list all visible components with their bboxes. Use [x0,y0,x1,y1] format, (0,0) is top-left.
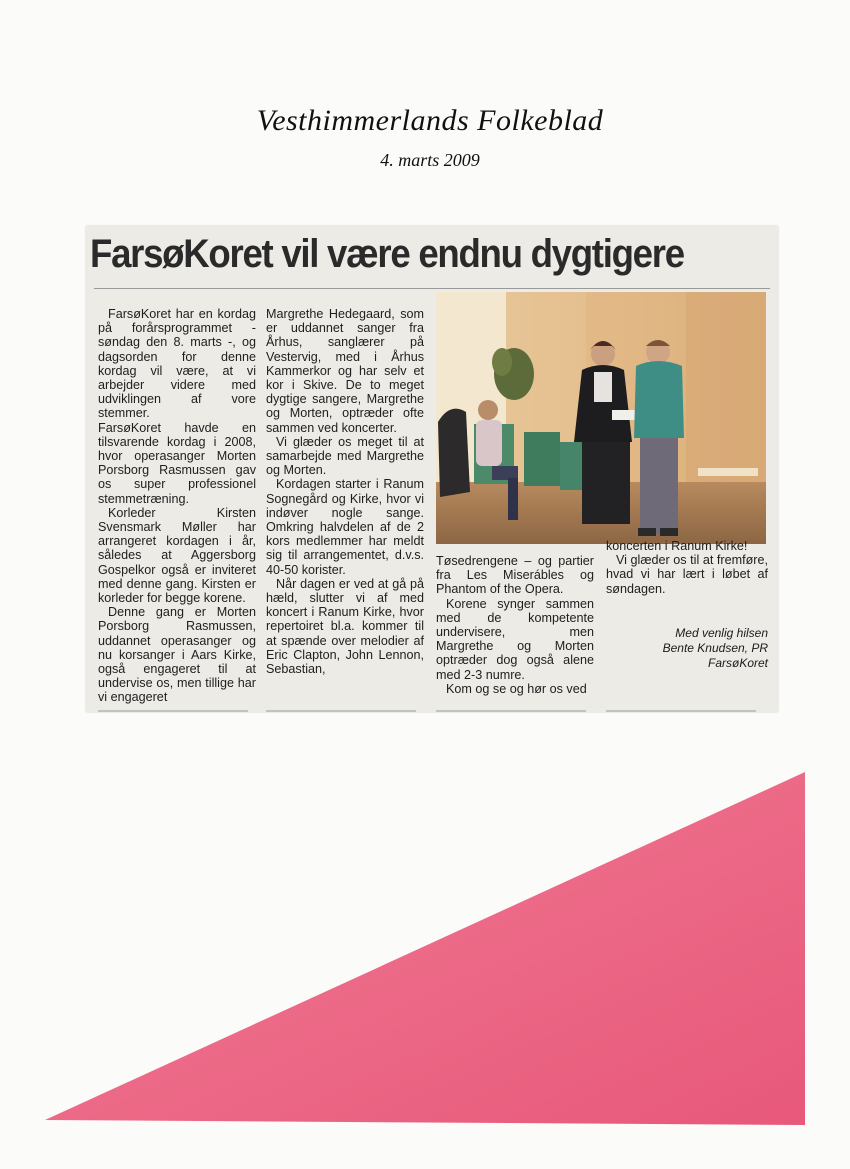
article-paragraph: FarsøKoret har en kordag på forårsprogrammet - søndag den 8. marts -, og dagsorden for denne kordag vil være, at vi arbejder videre med udviklingen af vore stemmer. [98,307,256,421]
publication-date: 4. marts 2009 [380,150,480,170]
article-paragraph: koncerten i Ranum Kirke! [606,539,748,553]
signoff-greeting: Med venlig hilsen [675,626,768,640]
article-paragraph: Vi glæder os til at fremføre, hvad vi har lært i løbet af søndagen. [606,553,768,596]
newspaper-masthead: Vesthimmerlands Folkeblad [256,104,604,137]
article-paragraph: Vi glæder os meget til at samarbejde med Margrethe og Morten. [266,434,424,478]
article-paragraph: Denne gang er Morten Porsborg Rasmussen, uddannet operasanger og nu korsanger i Aars Kirke, også engageret til at undervise os, men tillige har vi engageret [98,605,256,705]
article-headline: FarsøKoret vil være endnu dygtigere [90,232,684,276]
article-paragraph: Korene synger sammen med de kompetente undervisere, men Margrethe og Morten optræder dog også alene med 2-3 numre. [436,596,594,682]
article-paragraph: Tøsedrengene – og partier fra Les Miserábles og Phantom of the Opera. [436,554,594,597]
article-paragraph: Kordagen starter i Ranum Sognegård og Kirke, hvor vi indøver nogle sange. Omkring halvdelen af de 2 kors medlemmer har meldt sig til arrangementet, d.v.s. 40-50 korister. [266,477,424,577]
article-paragraph: Korleder Kirsten Svensmark Møller har arrangeret kordagen i år, således at Aggersborg Gospelkor også er inviteret med denne gang. Kirsten er korleder for begge korene. [98,505,256,606]
signoff-author: Bente Knudsen, PR [662,641,768,655]
article-paragraph: Margrethe Hedegaard, som er uddannet sanger fra Århus, sanglærer på Vestervig, med i Århus Kammerkor og har selv et kor i Skive. De to meget dygtige sangere, Margrethe og Morten, optræder ofte sammen ved koncerter. [266,307,424,435]
pink-triangle [45,772,805,1125]
article-paragraph: Kom og se og hør os ved [446,681,587,696]
article-paragraph: Når dagen er ved at gå på hæld, slutter vi af med koncert i Ranum Kirke, hvor repertoiret bl.a. kommer til at spænde over melodier af Eric Clapton, John Lennon, Sebastian, [266,576,424,677]
signoff-organization: FarsøKoret [707,656,768,670]
article-paragraph: FarsøKoret havde en tilsvarende kordag i 2008, hvor operasanger Morten Porsborg Rasmussen gav os super professionel stemmetræning. [98,420,256,506]
